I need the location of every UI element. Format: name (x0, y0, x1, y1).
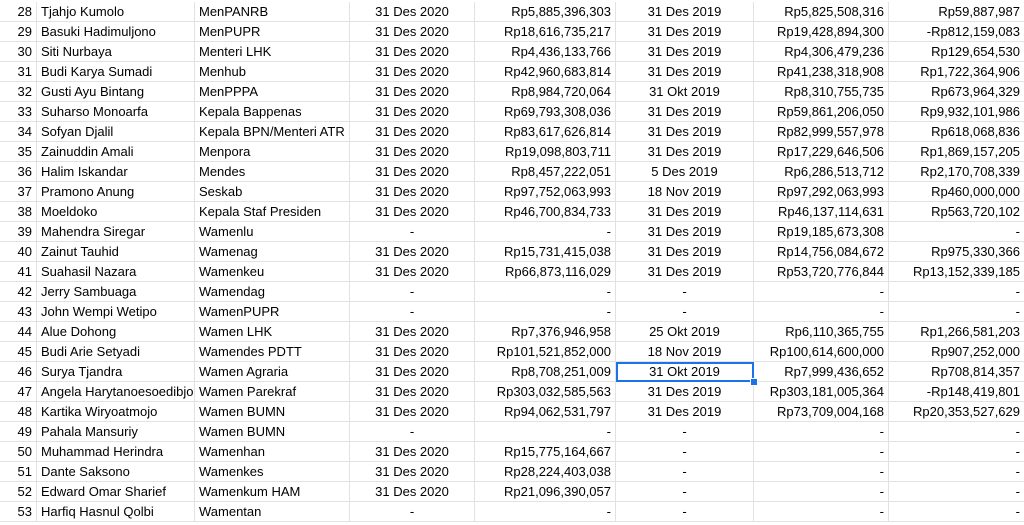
position-cell[interactable]: Mendes (195, 162, 350, 182)
prev-report-date-cell[interactable]: - (616, 302, 754, 322)
prev-wealth-cell[interactable]: Rp5,825,508,316 (754, 2, 889, 22)
row-number-cell[interactable]: 48 (0, 402, 37, 422)
table-row (0, 122, 1024, 142)
wealth-cell[interactable]: Rp8,457,222,051 (475, 162, 616, 182)
table-row (0, 42, 1024, 62)
wealth-cell[interactable]: Rp42,960,683,814 (475, 62, 616, 82)
report-date-cell[interactable]: 31 Des 2020 (350, 382, 475, 402)
prev-wealth-cell[interactable]: Rp46,137,114,631 (754, 202, 889, 222)
row-number-cell[interactable]: 38 (0, 202, 37, 222)
prev-wealth-cell[interactable]: - (754, 482, 889, 502)
wealth-cell[interactable]: Rp8,984,720,064 (475, 82, 616, 102)
report-date-cell[interactable]: 31 Des 2020 (350, 182, 475, 202)
table-row (0, 442, 1024, 462)
row-number-cell[interactable]: 52 (0, 482, 37, 502)
difference-cell[interactable]: Rp9,932,101,986 (889, 102, 1024, 122)
report-date-cell[interactable]: - (350, 422, 475, 442)
table-row (0, 502, 1024, 522)
name-cell[interactable]: Basuki Hadimuljono (37, 22, 195, 42)
prev-wealth-cell[interactable]: Rp6,286,513,712 (754, 162, 889, 182)
wealth-cell[interactable]: - (475, 502, 616, 522)
difference-cell[interactable]: - (889, 502, 1024, 522)
name-cell[interactable]: Zainuddin Amali (37, 142, 195, 162)
report-date-cell[interactable]: 31 Des 2020 (350, 462, 475, 482)
name-cell[interactable]: John Wempi Wetipo (37, 302, 195, 322)
wealth-cell[interactable]: Rp28,224,403,038 (475, 462, 616, 482)
row-number-cell[interactable]: 40 (0, 242, 37, 262)
position-cell[interactable]: Menpora (195, 142, 350, 162)
difference-cell[interactable]: Rp129,654,530 (889, 42, 1024, 62)
difference-cell[interactable]: Rp1,266,581,203 (889, 322, 1024, 342)
prev-report-date-cell[interactable]: 31 Des 2019 (616, 222, 754, 242)
difference-cell[interactable]: Rp59,887,987 (889, 2, 1024, 22)
name-cell[interactable]: Angela Harytanoesoedibjo (37, 382, 195, 402)
prev-wealth-cell[interactable]: Rp53,720,776,844 (754, 262, 889, 282)
position-cell[interactable]: MenPPPA (195, 82, 350, 102)
difference-cell[interactable]: Rp460,000,000 (889, 182, 1024, 202)
report-date-cell[interactable]: 31 Des 2020 (350, 442, 475, 462)
wealth-cell[interactable]: - (475, 422, 616, 442)
report-date-cell[interactable]: - (350, 222, 475, 242)
position-cell[interactable]: Wamen Parekraf (195, 382, 350, 402)
prev-wealth-cell[interactable]: Rp303,181,005,364 (754, 382, 889, 402)
table-row (0, 62, 1024, 82)
name-cell[interactable]: Alue Dohong (37, 322, 195, 342)
wealth-cell[interactable]: Rp303,032,585,563 (475, 382, 616, 402)
name-cell[interactable]: Harfiq Hasnul Qolbi (37, 502, 195, 522)
wealth-cell[interactable]: Rp4,436,133,766 (475, 42, 616, 62)
position-cell[interactable]: Wamendag (195, 282, 350, 302)
name-cell[interactable]: Mahendra Siregar (37, 222, 195, 242)
wealth-cell[interactable]: Rp18,616,735,217 (475, 22, 616, 42)
position-cell[interactable]: Wamen BUMN (195, 422, 350, 442)
name-cell[interactable]: Kartika Wiryoatmojo (37, 402, 195, 422)
row-number-cell[interactable]: 46 (0, 362, 37, 382)
difference-cell[interactable]: Rp20,353,527,629 (889, 402, 1024, 422)
difference-cell[interactable]: - (889, 302, 1024, 322)
wealth-cell[interactable]: Rp46,700,834,733 (475, 202, 616, 222)
prev-wealth-cell[interactable]: Rp100,614,600,000 (754, 342, 889, 362)
row-number-cell[interactable]: 30 (0, 42, 37, 62)
table-row (0, 362, 1024, 382)
name-cell[interactable]: Siti Nurbaya (37, 42, 195, 62)
name-cell[interactable]: Suahasil Nazara (37, 262, 195, 282)
table-row (0, 182, 1024, 202)
table-row (0, 282, 1024, 302)
fill-handle[interactable] (750, 378, 758, 386)
wealth-cell[interactable]: - (475, 282, 616, 302)
row-number-cell[interactable]: 50 (0, 442, 37, 462)
name-cell[interactable]: Pahala Mansuriy (37, 422, 195, 442)
row-number-cell[interactable]: 51 (0, 462, 37, 482)
prev-report-date-cell[interactable]: 31 Des 2019 (616, 2, 754, 22)
report-date-cell[interactable]: 31 Des 2020 (350, 42, 475, 62)
name-cell[interactable]: Gusti Ayu Bintang (37, 82, 195, 102)
prev-wealth-cell[interactable]: Rp7,999,436,652 (754, 362, 889, 382)
name-cell[interactable]: Suharso Monoarfa (37, 102, 195, 122)
prev-report-date-cell[interactable]: - (616, 422, 754, 442)
table-row (0, 462, 1024, 482)
position-cell[interactable]: Wamen LHK (195, 322, 350, 342)
difference-cell[interactable]: Rp975,330,366 (889, 242, 1024, 262)
position-cell[interactable]: Wamenlu (195, 222, 350, 242)
position-cell[interactable]: WamenPUPR (195, 302, 350, 322)
difference-cell[interactable]: -Rp148,419,801 (889, 382, 1024, 402)
difference-cell[interactable]: Rp673,964,329 (889, 82, 1024, 102)
position-cell[interactable]: Menteri LHK (195, 42, 350, 62)
name-cell[interactable]: Moeldoko (37, 202, 195, 222)
prev-wealth-cell[interactable]: - (754, 302, 889, 322)
table-row (0, 22, 1024, 42)
position-cell[interactable]: MenPUPR (195, 22, 350, 42)
row-number-cell[interactable]: 33 (0, 102, 37, 122)
row-number-cell[interactable]: 36 (0, 162, 37, 182)
prev-report-date-cell[interactable]: 31 Des 2019 (616, 242, 754, 262)
row-number-cell[interactable]: 44 (0, 322, 37, 342)
table-row (0, 102, 1024, 122)
report-date-cell[interactable]: 31 Des 2020 (350, 322, 475, 342)
name-cell[interactable]: Sofyan Djalil (37, 122, 195, 142)
prev-wealth-cell[interactable]: Rp59,861,206,050 (754, 102, 889, 122)
prev-wealth-cell[interactable]: Rp97,292,063,993 (754, 182, 889, 202)
position-cell[interactable]: Menhub (195, 62, 350, 82)
wealth-cell[interactable]: Rp83,617,626,814 (475, 122, 616, 142)
row-number-cell[interactable]: 35 (0, 142, 37, 162)
prev-report-date-cell[interactable]: 25 Okt 2019 (616, 322, 754, 342)
prev-report-date-cell[interactable]: 31 Des 2019 (616, 382, 754, 402)
prev-report-date-cell[interactable]: 31 Des 2019 (616, 142, 754, 162)
difference-cell[interactable]: Rp13,152,339,185 (889, 262, 1024, 282)
row-number-cell[interactable]: 34 (0, 122, 37, 142)
name-cell[interactable]: Edward Omar Sharief (37, 482, 195, 502)
wealth-cell[interactable]: Rp69,793,308,036 (475, 102, 616, 122)
row-number-cell[interactable]: 47 (0, 382, 37, 402)
row-number-cell[interactable]: 53 (0, 502, 37, 522)
prev-wealth-cell[interactable]: - (754, 282, 889, 302)
prev-wealth-cell[interactable]: Rp17,229,646,506 (754, 142, 889, 162)
prev-wealth-cell[interactable]: - (754, 502, 889, 522)
prev-wealth-cell[interactable]: Rp19,428,894,300 (754, 22, 889, 42)
report-date-cell[interactable]: 31 Des 2020 (350, 242, 475, 262)
row-number-cell[interactable]: 31 (0, 62, 37, 82)
prev-report-date-cell[interactable]: 31 Des 2019 (616, 42, 754, 62)
wealth-cell[interactable]: - (475, 222, 616, 242)
table-row (0, 162, 1024, 182)
row-number-cell[interactable]: 42 (0, 282, 37, 302)
row-number-cell[interactable]: 41 (0, 262, 37, 282)
wealth-cell[interactable]: Rp97,752,063,993 (475, 182, 616, 202)
prev-wealth-cell[interactable]: Rp82,999,557,978 (754, 122, 889, 142)
report-date-cell[interactable]: 31 Des 2020 (350, 102, 475, 122)
report-date-cell[interactable]: 31 Des 2020 (350, 62, 475, 82)
wealth-cell[interactable]: Rp8,708,251,009 (475, 362, 616, 382)
position-cell[interactable]: Wamentan (195, 502, 350, 522)
name-cell[interactable]: Budi Karya Sumadi (37, 62, 195, 82)
table-row (0, 262, 1024, 282)
table-row (0, 82, 1024, 102)
prev-report-date-cell[interactable]: 31 Des 2019 (616, 22, 754, 42)
report-date-cell[interactable]: 31 Des 2020 (350, 202, 475, 222)
row-number-cell[interactable]: 29 (0, 22, 37, 42)
difference-cell[interactable]: Rp708,814,357 (889, 362, 1024, 382)
row-number-cell[interactable]: 39 (0, 222, 37, 242)
report-date-cell[interactable]: - (350, 282, 475, 302)
position-cell[interactable]: Wamen Agraria (195, 362, 350, 382)
name-cell[interactable]: Zainut Tauhid (37, 242, 195, 262)
prev-wealth-cell[interactable]: Rp6,110,365,755 (754, 322, 889, 342)
prev-report-date-cell[interactable]: 31 Des 2019 (616, 202, 754, 222)
position-cell[interactable]: MenPANRB (195, 2, 350, 22)
prev-report-date-cell[interactable]: - (616, 282, 754, 302)
difference-cell[interactable]: Rp563,720,102 (889, 202, 1024, 222)
prev-report-date-cell[interactable]: 31 Des 2019 (616, 102, 754, 122)
table-row (0, 422, 1024, 442)
wealth-cell[interactable]: Rp15,775,164,667 (475, 442, 616, 462)
prev-wealth-cell[interactable]: - (754, 442, 889, 462)
name-cell[interactable]: Muhammad Herindra (37, 442, 195, 462)
prev-report-date-cell[interactable]: 31 Des 2019 (616, 122, 754, 142)
difference-cell[interactable]: - (889, 222, 1024, 242)
position-cell[interactable]: Wamenkum HAM (195, 482, 350, 502)
prev-report-date-cell[interactable]: - (616, 502, 754, 522)
difference-cell[interactable]: - (889, 422, 1024, 442)
prev-report-date-cell[interactable]: 31 Okt 2019 (616, 82, 754, 102)
wealth-cell[interactable]: Rp15,731,415,038 (475, 242, 616, 262)
prev-report-date-cell[interactable]: 18 Nov 2019 (616, 182, 754, 202)
position-cell[interactable]: Wamendes PDTT (195, 342, 350, 362)
report-date-cell[interactable]: 31 Des 2020 (350, 142, 475, 162)
name-cell[interactable]: Dante Saksono (37, 462, 195, 482)
report-date-cell[interactable]: 31 Des 2020 (350, 262, 475, 282)
wealth-cell[interactable]: Rp94,062,531,797 (475, 402, 616, 422)
prev-wealth-cell[interactable]: Rp73,709,004,168 (754, 402, 889, 422)
row-number-cell[interactable]: 37 (0, 182, 37, 202)
row-number-cell[interactable]: 32 (0, 82, 37, 102)
position-cell[interactable]: Kepala BPN/Menteri ATR (195, 122, 350, 142)
prev-wealth-cell[interactable]: - (754, 462, 889, 482)
difference-cell[interactable]: - (889, 462, 1024, 482)
report-date-cell[interactable]: 31 Des 2020 (350, 482, 475, 502)
difference-cell[interactable]: Rp1,722,364,906 (889, 62, 1024, 82)
position-cell[interactable]: Wamenhan (195, 442, 350, 462)
table-row (0, 202, 1024, 222)
report-date-cell[interactable]: 31 Des 2020 (350, 402, 475, 422)
difference-cell[interactable]: -Rp812,159,083 (889, 22, 1024, 42)
prev-wealth-cell[interactable]: - (754, 422, 889, 442)
table-row (0, 222, 1024, 242)
wealth-cell[interactable]: Rp101,521,852,000 (475, 342, 616, 362)
table-row (0, 342, 1024, 362)
report-date-cell[interactable]: - (350, 302, 475, 322)
wealth-cell[interactable]: Rp7,376,946,958 (475, 322, 616, 342)
name-cell[interactable]: Tjahjo Kumolo (37, 2, 195, 22)
prev-wealth-cell[interactable]: Rp4,306,479,236 (754, 42, 889, 62)
difference-cell[interactable]: - (889, 482, 1024, 502)
position-cell[interactable]: Kepala Bappenas (195, 102, 350, 122)
difference-cell[interactable]: - (889, 282, 1024, 302)
position-cell[interactable]: Seskab (195, 182, 350, 202)
row-number-cell[interactable]: 28 (0, 2, 37, 22)
row-number-cell[interactable]: 45 (0, 342, 37, 362)
prev-wealth-cell[interactable]: Rp14,756,084,672 (754, 242, 889, 262)
wealth-cell[interactable]: Rp21,096,390,057 (475, 482, 616, 502)
selected-cell[interactable]: 31 Okt 2019 (616, 362, 754, 382)
difference-cell[interactable]: Rp618,068,836 (889, 122, 1024, 142)
wealth-cell[interactable]: - (475, 302, 616, 322)
prev-report-date-cell[interactable]: 18 Nov 2019 (616, 342, 754, 362)
difference-cell[interactable]: Rp2,170,708,339 (889, 162, 1024, 182)
difference-cell[interactable]: Rp907,252,000 (889, 342, 1024, 362)
table-row (0, 2, 1024, 22)
position-cell[interactable]: Kepala Staf Presiden (195, 202, 350, 222)
prev-report-date-cell[interactable]: 31 Des 2019 (616, 62, 754, 82)
position-cell[interactable]: Wamenkeu (195, 262, 350, 282)
prev-report-date-cell[interactable]: - (616, 462, 754, 482)
wealth-cell[interactable]: Rp5,885,396,303 (475, 2, 616, 22)
name-cell[interactable]: Jerry Sambuaga (37, 282, 195, 302)
row-number-cell[interactable]: 49 (0, 422, 37, 442)
prev-report-date-cell[interactable]: - (616, 482, 754, 502)
table-row (0, 482, 1024, 502)
table-row (0, 242, 1024, 262)
report-date-cell[interactable]: - (350, 502, 475, 522)
difference-cell[interactable]: Rp1,869,157,205 (889, 142, 1024, 162)
table-row (0, 302, 1024, 322)
prev-report-date-cell[interactable]: - (616, 442, 754, 462)
prev-report-date-cell[interactable]: 31 Des 2019 (616, 402, 754, 422)
name-cell[interactable]: Halim Iskandar (37, 162, 195, 182)
report-date-cell[interactable]: 31 Des 2020 (350, 2, 475, 22)
name-cell[interactable]: Surya Tjandra (37, 362, 195, 382)
position-cell[interactable]: Wamenkes (195, 462, 350, 482)
prev-report-date-cell[interactable]: 31 Des 2019 (616, 262, 754, 282)
name-cell[interactable]: Budi Arie Setyadi (37, 342, 195, 362)
difference-cell[interactable]: - (889, 442, 1024, 462)
table-row (0, 142, 1024, 162)
table-row (0, 402, 1024, 422)
position-cell[interactable]: Wamen BUMN (195, 402, 350, 422)
prev-wealth-cell[interactable]: Rp8,310,755,735 (754, 82, 889, 102)
report-date-cell[interactable]: 31 Des 2020 (350, 362, 475, 382)
prev-wealth-cell[interactable]: Rp19,185,673,308 (754, 222, 889, 242)
report-date-cell[interactable]: 31 Des 2020 (350, 342, 475, 362)
wealth-cell[interactable]: Rp66,873,116,029 (475, 262, 616, 282)
report-date-cell[interactable]: 31 Des 2020 (350, 162, 475, 182)
table-row (0, 382, 1024, 402)
prev-report-date-cell[interactable]: 5 Des 2019 (616, 162, 754, 182)
position-cell[interactable]: Wamenag (195, 242, 350, 262)
table-row (0, 322, 1024, 342)
wealth-cell[interactable]: Rp19,098,803,711 (475, 142, 616, 162)
name-cell[interactable]: Pramono Anung (37, 182, 195, 202)
row-number-cell[interactable]: 43 (0, 302, 37, 322)
report-date-cell[interactable]: 31 Des 2020 (350, 82, 475, 102)
report-date-cell[interactable]: 31 Des 2020 (350, 122, 475, 142)
prev-wealth-cell[interactable]: Rp41,238,318,908 (754, 62, 889, 82)
report-date-cell[interactable]: 31 Des 2020 (350, 22, 475, 42)
